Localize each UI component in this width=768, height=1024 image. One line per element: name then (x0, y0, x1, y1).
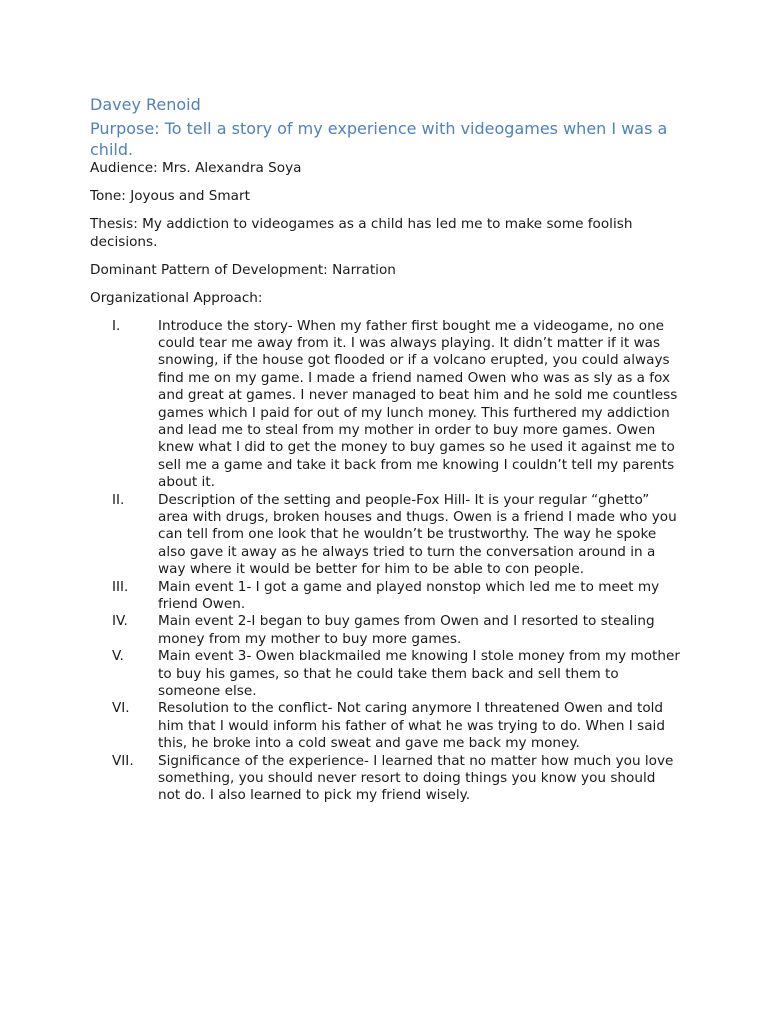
outline-numeral: VI. (112, 700, 130, 717)
outline-text: Description of the setting and people-Fox Hill- It is your regular “ghetto” area with drugs, broken houses and thugs. Owen is a friend I made who you can tell from one look that he wouldn’t be trustworthy. The way he spoke also gave it away as he always tried to turn the conversation around in a way where it would be better for him to be able to con people. (158, 491, 677, 578)
thesis-line: Thesis: My addiction to videogames as a child has led me to make some foolish decisions. (90, 216, 633, 250)
outline-list (90, 318, 680, 805)
author-name: Davey Renoid (90, 95, 201, 114)
outline-numeral: IV. (112, 613, 128, 630)
outline-numeral: II. (112, 491, 125, 508)
pattern-line: Dominant Pattern of Development: Narration (90, 261, 396, 278)
outline-item (90, 648, 680, 700)
document-body (90, 94, 680, 805)
outline-item (90, 613, 680, 648)
audience-line: Audience: Mrs. Alexandra Soya (90, 160, 302, 176)
outline-text: Resolution to the conflict- Not caring anymore I threatened Owen and told him that I would inform his father of what he was trying to do. When I said this, he broke into a cold sweat and gave me back my money. (158, 700, 665, 752)
outline-item (90, 579, 680, 614)
outline-text: Main event 3- Owen blackmailed me knowing I stole money from my mother to buy his games, so that he could take them back and sell them to someone else. (158, 648, 680, 700)
tone-line: Tone: Joyous and Smart (90, 188, 250, 204)
outline-numeral: V. (112, 648, 124, 665)
approach-label: Organizational Approach: (90, 289, 263, 306)
outline-item (90, 700, 680, 752)
outline-text: Introduce the story- When my father first bought me a videogame, no one could tear me away from it. I was always playing. It didn’t matter if it was snowing, if the house got flooded or if a volcano erupted, you could always find me on my game. I made a friend named Owen who was as sly as a fox and great at games. I never managed to beat him and he sold me countless games which I paid for out of my lunch money. This furthered my addiction and lead me to steal from my mother in order to buy more games. Owen knew what I did to get the money to buy games so he used it against me to sell me a game and take it back from me knowing I couldn’t tell my parents about it. (158, 317, 678, 491)
outline-text: Main event 1- I got a game and played nonstop which led me to meet my friend Owen. (158, 578, 660, 612)
outline-text: Significance of the experience- I learned that no matter how much you love something, you should never resort to doing things you know you should not do. I also learned to pick my friend wisely. (158, 752, 674, 804)
outline-numeral: III. (112, 578, 129, 595)
outline-item (90, 492, 680, 579)
outline-numeral: VII. (112, 752, 134, 769)
outline-item (90, 318, 680, 492)
purpose-heading: Purpose: To tell a story of my experience with videogames when I was a child. (90, 119, 668, 159)
outline-item (90, 753, 680, 805)
outline-numeral: I. (112, 317, 121, 334)
outline-text: Main event 2-I began to buy games from Owen and I resorted to stealing money from my mother to buy more games. (158, 613, 655, 647)
